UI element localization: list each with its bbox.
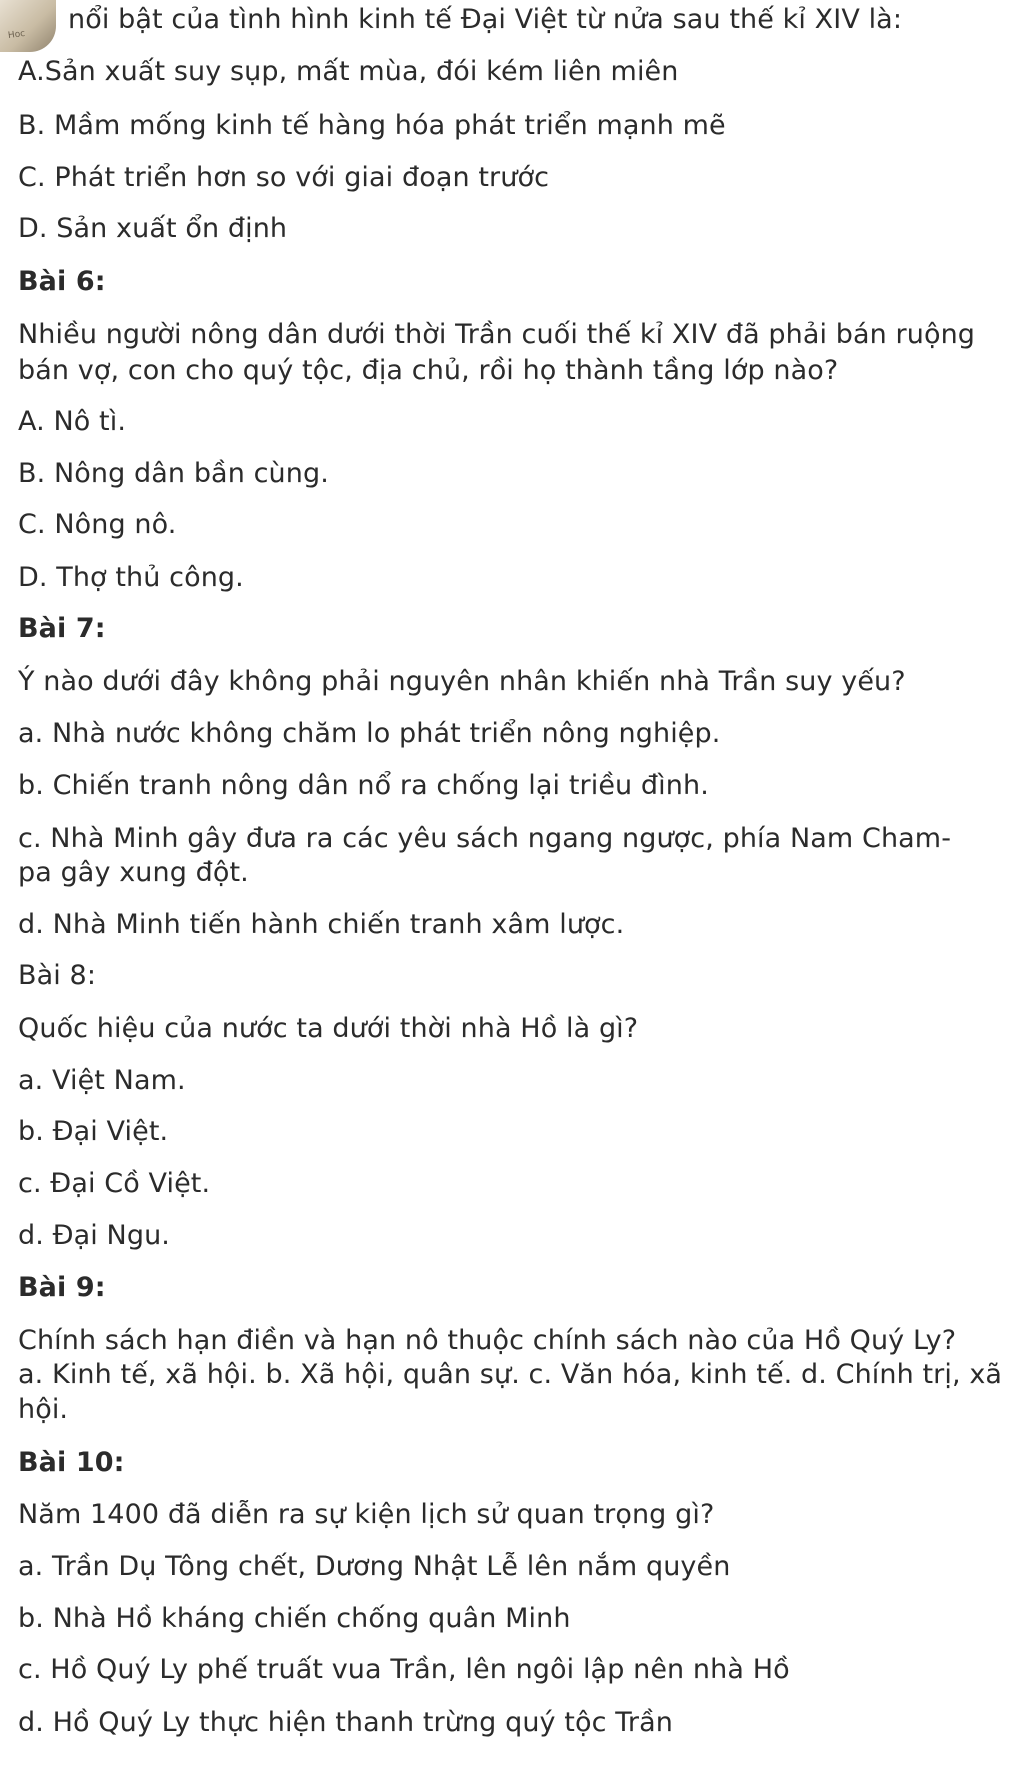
sticker-text: Hoc <box>7 28 26 42</box>
text-line: d. Hồ Quý Ly thực hiện thanh trừng quý tộc Trần <box>18 1707 673 1738</box>
section-heading: Bài 10: <box>18 1447 125 1478</box>
text-line: b. Đại Việt. <box>18 1116 169 1147</box>
text-line: A. Nô tì. <box>18 406 127 437</box>
text-line: Nhiều người nông dân dưới thời Trần cuối thế kỉ XIV đã phải bán ruộng <box>18 319 976 350</box>
text-line: Ý nào dưới đây không phải nguyên nhân khiến nhà Trần suy yếu? <box>18 666 906 697</box>
text-line: c. Hồ Quý Ly phế truất vua Trần, lên ngôi lập nên nhà Hồ <box>18 1654 790 1685</box>
text-line: c. Nhà Minh gây đưa ra các yêu sách ngang ngược, phía Nam Cham- <box>18 823 952 854</box>
text-line: a. Việt Nam. <box>18 1065 186 1096</box>
section-heading: Bài 7: <box>18 613 106 644</box>
text-line: Chính sách hạn điền và hạn nô thuộc chính sách nào của Hồ Quý Ly? <box>18 1325 957 1356</box>
text-line: D. Thợ thủ công. <box>18 562 244 593</box>
text-line: C. Nông nô. <box>18 509 177 540</box>
text-line: pa gây xung đột. <box>18 857 249 888</box>
text-line: B. Mầm mống kinh tế hàng hóa phát triển mạnh mẽ <box>18 110 726 141</box>
text-line: bán vợ, con cho quý tộc, địa chủ, rồi họ thành tầng lớp nào? <box>18 355 839 386</box>
text-line: nổi bật của tình hình kinh tế Đại Việt từ nửa sau thế kỉ XIV là: <box>68 4 903 35</box>
text-line: D. Sản xuất ổn định <box>18 213 288 244</box>
text-line: d. Nhà Minh tiến hành chiến tranh xâm lược. <box>18 909 625 940</box>
text-line: b. Nhà Hồ kháng chiến chống quân Minh <box>18 1603 571 1634</box>
text-line: a. Nhà nước không chăm lo phát triển nông nghiệp. <box>18 718 721 749</box>
text-line: A.Sản xuất suy sụp, mất mùa, đói kém liên miên <box>18 56 679 87</box>
text-line: a. Trần Dụ Tông chết, Dương Nhật Lễ lên nắm quyền <box>18 1551 731 1582</box>
text-line: b. Chiến tranh nông dân nổ ra chống lại triều đình. <box>18 770 709 801</box>
section-heading: Bài 9: <box>18 1272 106 1303</box>
logo-sticker-icon <box>0 0 56 52</box>
text-line: Quốc hiệu của nước ta dưới thời nhà Hồ là gì? <box>18 1013 639 1044</box>
text-line: C. Phát triển hơn so với giai đoạn trước <box>18 162 550 193</box>
text-line: B. Nông dân bần cùng. <box>18 458 329 489</box>
text-line: c. Đại Cồ Việt. <box>18 1168 211 1199</box>
text-line: hội. <box>18 1394 69 1425</box>
section-heading: Bài 8: <box>18 960 97 991</box>
text-line: d. Đại Ngu. <box>18 1220 170 1251</box>
text-line: a. Kinh tế, xã hội. b. Xã hội, quân sự. c. Văn hóa, kinh tế. d. Chính trị, xã <box>18 1359 1003 1390</box>
section-heading: Bài 6: <box>18 266 106 297</box>
text-line: Năm 1400 đã diễn ra sự kiện lịch sử quan trọng gì? <box>18 1499 715 1530</box>
